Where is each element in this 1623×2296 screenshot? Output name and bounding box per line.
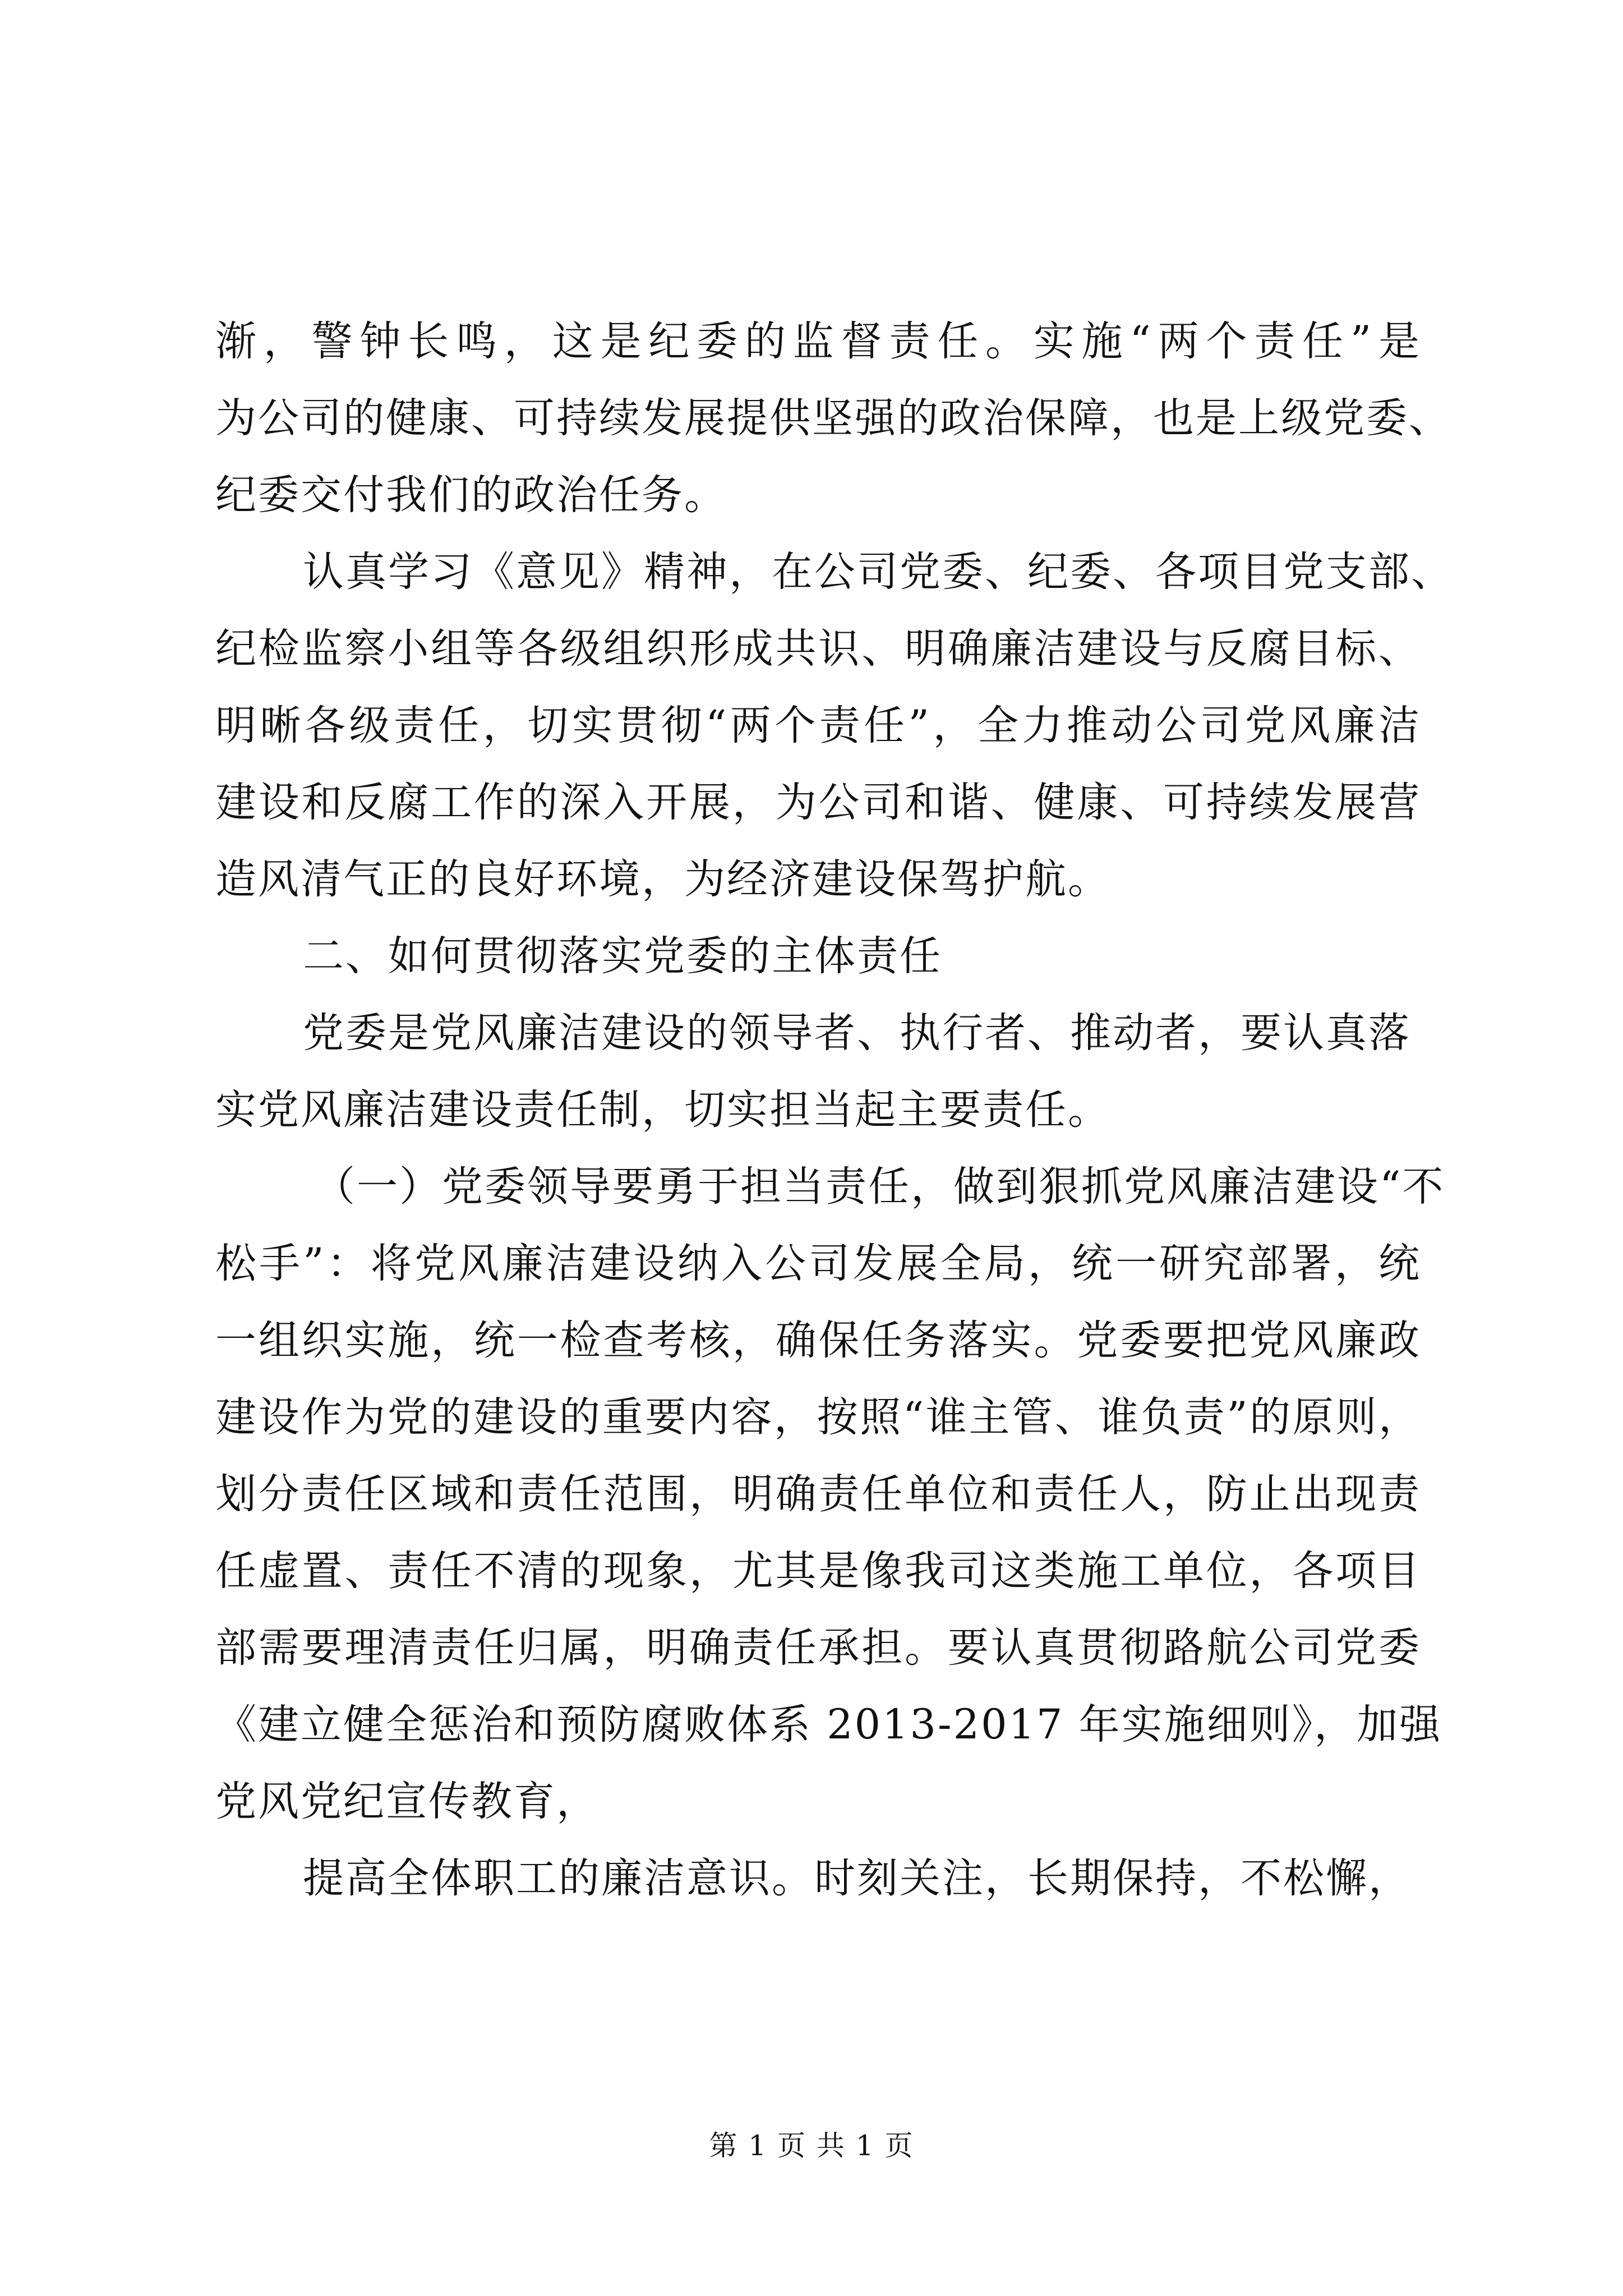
text-line: 造风清气正的良好环境，为经济建设保驾护航。 [215, 855, 1110, 903]
text-line: 任虚置、责任不清的现象，尤其是像我司这类施工单位，各项目 [215, 1547, 1421, 1595]
text-line: 为公司的健康、可持续发展提供坚强的政治保障，也是上级党委、 [215, 394, 1451, 442]
text-line: 实党风廉洁建设责任制，切实担当起主要责任。 [215, 1086, 1110, 1134]
text-line: 《建立健全惩治和预防腐败体系 2013-2017 年实施细则》，加强 [215, 1701, 1442, 1749]
text-line: 纪委交付我们的政治任务。 [215, 471, 727, 519]
text-line: 纪检监察小组等各级组织形成共识、明确廉洁建设与反腐目标、 [215, 625, 1421, 673]
text-line: 党风党纪宣传教育， [215, 1778, 599, 1825]
document-body [215, 303, 1454, 1917]
section-heading: 二、如何贯彻落实党委的主体责任 [303, 932, 942, 980]
text-line: 渐，警钟长鸣，这是纪委的监督责任。实施“两个责任”是 [215, 318, 1421, 365]
paragraph-first-line: 党委是党风廉洁建设的领导者、执行者、推动者，要认真落 [303, 1009, 1411, 1057]
subsection-first-line: （一）党委领导要勇于担当责任，做到狠抓党风廉洁建设“不 [314, 1163, 1445, 1211]
paragraph-first-line: 认真学习《意见》精神，在公司党委、纪委、各项目党支部、 [303, 548, 1454, 596]
text-line: 松手”：将党风廉洁建设纳入公司发展全局，统一研究部署，统 [215, 1240, 1421, 1287]
page-footer: 第 1 页 共 1 页 [709, 2129, 914, 2162]
text-line: 划分责任区域和责任范围，明确责任单位和责任人，防止出现责 [215, 1470, 1421, 1518]
text-line: 建设和反腐工作的深入开展，为公司和谐、健康、可持续发展营 [215, 779, 1421, 826]
text-line: 明晰各级责任，切实贯彻“两个责任”，全力推动公司党风廉洁 [215, 702, 1421, 749]
text-line: 一组织实施，统一检查考核，确保任务落实。党委要把党风廉政 [215, 1317, 1421, 1364]
text-line: 部需要理清责任归属，明确责任承担。要认真贯彻路航公司党委 [215, 1624, 1421, 1672]
text-line: 建设作为党的建设的重要内容，按照“谁主管、谁负责”的原则， [215, 1393, 1421, 1441]
paragraph-first-line: 提高全体职工的廉洁意识。时刻关注，长期保持，不松懈， [303, 1855, 1411, 1902]
